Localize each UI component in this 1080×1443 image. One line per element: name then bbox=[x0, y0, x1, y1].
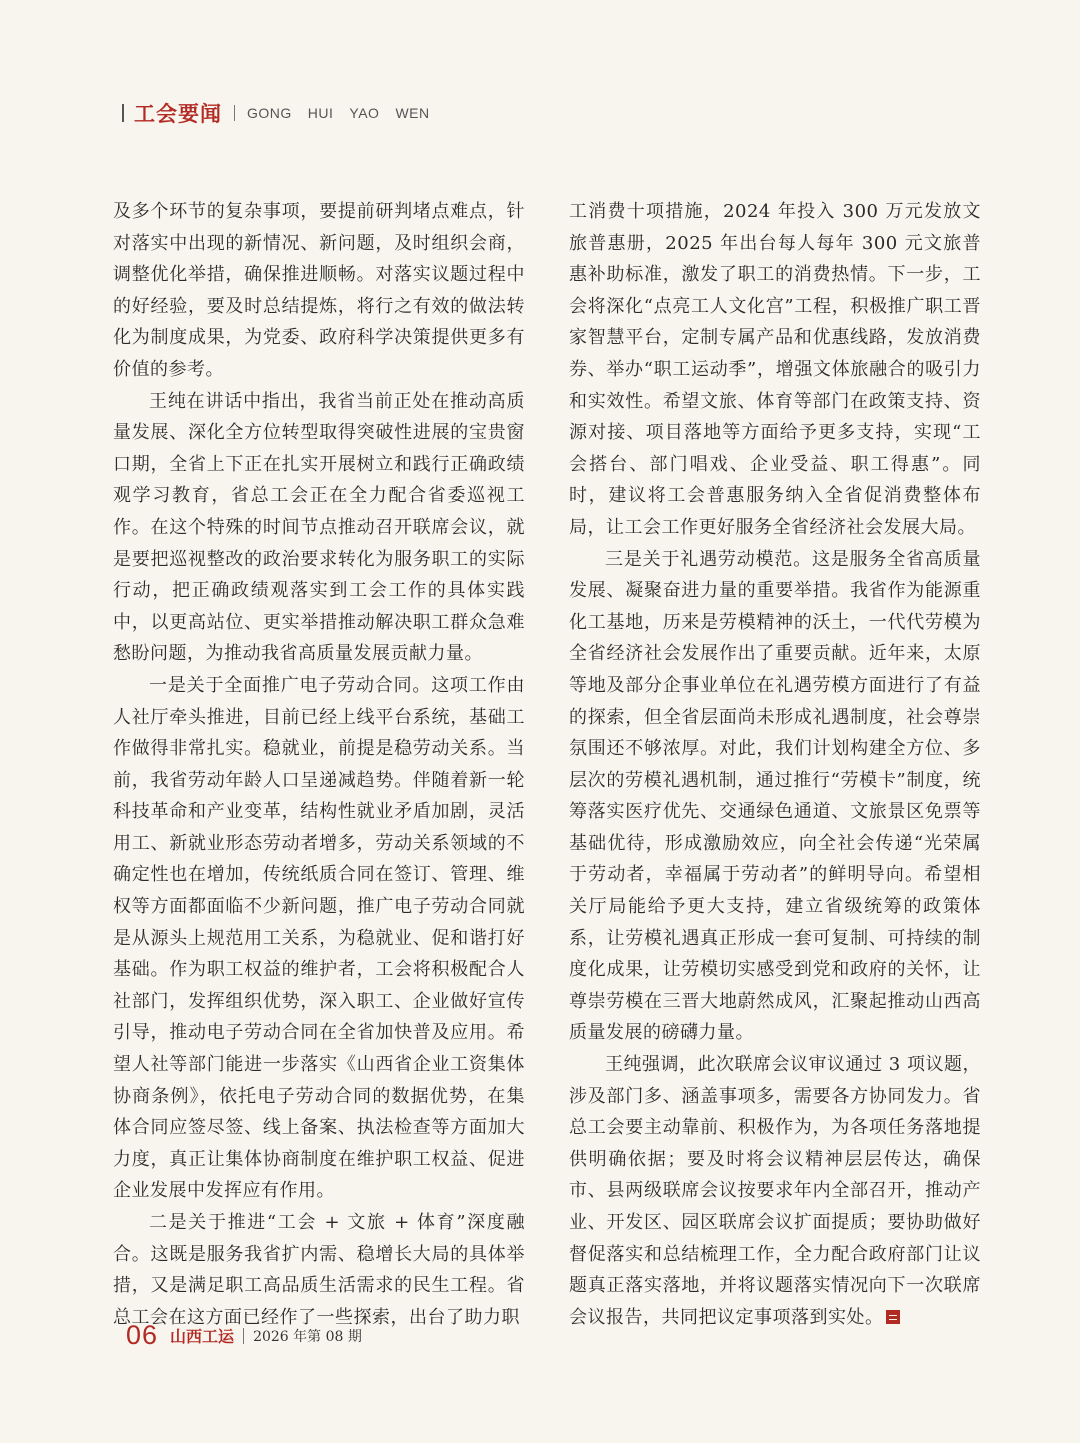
paragraph: 二是关于推进“工会 + 文旅 + 体育”深度融合。这既是服务我省扩内需、稳增长大局的具体举措，又是满足职工高品质生活需求的民生工程。省总工会在这方面已经作了一些探索，出台了助力职 bbox=[113, 1212, 525, 1328]
magazine-name: 山西工运 bbox=[170, 1327, 235, 1346]
footer-separator bbox=[243, 1328, 244, 1344]
section-title: 工会要闻 bbox=[134, 102, 222, 126]
pinyin-word: YAO bbox=[349, 105, 380, 121]
pinyin-word: WEN bbox=[395, 105, 430, 121]
paragraph: 三是关于礼遇劳动模范。这是服务全省高质量发展、凝聚奋进力量的重要举措。我省作为能源重化工基地，历来是劳模精神的沃土，一代代劳模为全省经济社会发展作出了重要贡献。近年来，太原等地及部分企事业单位在礼遇劳模方面进行了有益的探索，但全省层面尚未形成礼遇制度，社会尊崇氛围还不够浓厚。对此，我们计划构建全方位、多层次的劳模礼遇机制，通过推行“劳模卡”制度，统筹落实医疗优先、交通绿色通道、文旅景区免票等基础优待，形成激励效应，向全社会传递“光荣属于劳动者，幸福属于劳动者”的鲜明导向。希望相关厅局能给予更大支持，建立省级统筹的政策体系，让劳模礼遇真正形成一套可复制、可持续的制度化成果，让劳模切实感受到党和政府的关怀，让尊崇劳模在三晋大地蔚然成风，汇聚起推动山西高质量发展的磅礴力量。 bbox=[569, 548, 981, 1044]
end-of-article-mark-icon bbox=[886, 1310, 900, 1324]
paragraph-text: 王纯强调，此次联席会议审议通过 3 项议题，涉及部门多、涵盖事项多，需要各方协同发力。省总工会要主动靠前、积极作为，为各项任务落地提供明确依据；要及时将会议精神层层传达，确保市、县两级联席会议按要求年内全部召开，推动产业、开发区、园区联席会议扩面提质；要协助做好督促落实和总结梳理工作，全力配合政府部门让议题真正落实落地，并将议题落实情况向下一次联席会议报告，共同把议定事项落到实处。 bbox=[569, 1054, 981, 1328]
article-column-right bbox=[569, 196, 981, 1333]
paragraph-final bbox=[569, 1049, 981, 1333]
pinyin-word: GONG bbox=[247, 105, 292, 121]
page-number: 06 bbox=[126, 1320, 159, 1350]
page-header bbox=[122, 100, 430, 126]
paragraph: 工消费十项措施，2024 年投入 300 万元发放文旅普惠册，2025 年出台每人每年 300 元文旅普惠补助标准，激发了职工的消费热情。下一步，工会将深化“点亮工人文化宫”工程，积极推广职工晋家智慧平台，定制专属产品和优惠线路，发放消费券、举办“职工运动季”，增强文体旅融合的吸引力和实效性。希望文旅、体育等部门在政策支持、资源对接、项目落地等方面给予更多支持，实现“工会搭台、部门唱戏、企业受益、职工得惠”。同时，建议将工会普惠服务纳入全省促消费整体布局，让工会工作更好服务全省经济社会发展大局。 bbox=[569, 201, 981, 538]
header-separator bbox=[234, 105, 235, 121]
issue-label: 2026 年第 08 期 bbox=[253, 1328, 362, 1345]
section-pinyin bbox=[247, 105, 430, 121]
paragraph: 一是关于全面推广电子劳动合同。这项工作由人社厅牵头推进，目前已经上线平台系统，基础工作做得非常扎实。稳就业，前提是稳劳动关系。当前，我省劳动年龄人口呈递减趋势。伴随着新一轮科技革命和产业变革，结构性就业矛盾加剧，灵活用工、新就业形态劳动者增多，劳动关系领域的不确定性也在增加，传统纸质合同在签订、管理、维权等方面都面临不少新问题，推广电子劳动合同就是从源头上规范用工关系，为稳就业、促和谐打好基础。作为职工权益的维护者，工会将积极配合人社部门，发挥组织优势，深入职工、企业做好宣传引导，推动电子劳动合同在全省加快普及应用。希望人社等部门能进一步落实《山西省企业工资集体协商条例》，依托电子劳动合同的数据优势，在集体合同应签尽签、线上备案、执法检查等方面加大力度，真正让集体协商制度在维护职工权益、促进企业发展中发挥应有作用。 bbox=[113, 674, 525, 1202]
page-footer bbox=[126, 1320, 362, 1351]
article-column-left bbox=[113, 196, 525, 1333]
pinyin-word: HUI bbox=[307, 105, 334, 121]
paragraph: 及多个环节的复杂事项，要提前研判堵点难点，针对落实中出现的新情况、新问题，及时组织会商，调整优化举措，确保推进顺畅。对落实议题过程中的好经验，要及时总结提炼，将行之有效的做法转化为制度成果，为党委、政府科学决策提供更多有价值的参考。 bbox=[113, 201, 525, 380]
header-bar bbox=[122, 104, 124, 122]
paragraph: 王纯在讲话中指出，我省当前正处在推动高质量发展、深化全方位转型取得突破性进展的宝贵窗口期，全省上下正在扎实开展树立和践行正确政绩观学习教育，省总工会正在全力配合省委巡视工作。在这个特殊的时间节点推动召开联席会议，就是要把巡视整改的政治要求转化为服务职工的实际行动，把正确政绩观落实到工会工作的具体实践中，以更高站位、更实举措推动解决职工群众急难愁盼问题，为推动我省高质量发展贡献力量。 bbox=[113, 390, 525, 665]
